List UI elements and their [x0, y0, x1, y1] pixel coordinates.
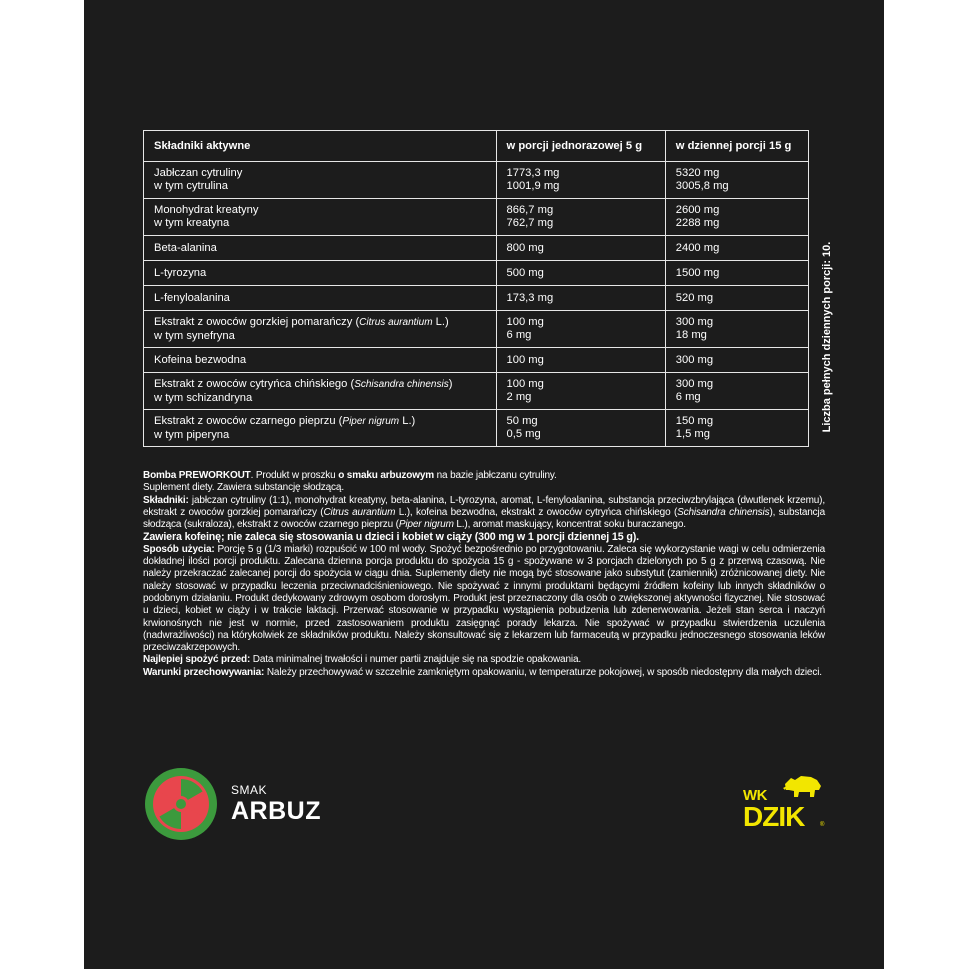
ingredient-name-end: ) [448, 377, 453, 390]
product-description [143, 470, 825, 679]
portion-value: 800 mg [496, 236, 665, 261]
table-row [144, 199, 809, 236]
storage-conditions: Warunki przechowywania: Należy przechowywać w szczelnie zamkniętym opakowaniu, w temperaturze pokojowej, w sposób niedostępny dla małych dzieci. [143, 666, 822, 678]
ingredient-sub: w tym schizandryna [154, 391, 253, 404]
ingredient-name: Kofeina bezwodna [144, 348, 497, 373]
ingredients-list: Składniki: jabłczan cytruliny (1:1), monohydrat kreatyny, beta-alanina, L-tyrozyna, aromat, L-fenyloalanina, substancja przeciwzbrylająca (dwutlenek krzemu), ekstrakt z owoców gorzkiej pomarańczy (Citrus aurantium L.), kofeina bezwodna, ekstrakt z owoców cytryńca chińskiego (Schisandra chinensis), substancja słodząca (sukraloza), ekstrakt z owoców czarnego pieprzu (Piper nigrum L.), aromat maskujący, koncentrat soku buraczanego. [143, 494, 825, 531]
nutrition-table [143, 130, 809, 447]
best-before: Najlepiej spożyć przed: Data minimalnej trwałości i numer partii znajduje się na spodzie opakowania. [143, 654, 581, 666]
ingredient-name-end: L.) [399, 414, 416, 427]
portion-value: 100 mg [506, 316, 544, 329]
table-row [144, 311, 809, 348]
table-row [144, 261, 809, 286]
header-daily-portion: w dziennej porcji 15 g [665, 131, 808, 162]
portion-value: 500 mg [496, 261, 665, 286]
table-row [144, 286, 809, 311]
table-row [144, 410, 809, 447]
brand-logo [743, 770, 828, 836]
daily-sub-value: 18 mg [675, 329, 707, 341]
daily-value: 1500 mg [665, 261, 808, 286]
supplement-note: Suplement diety. Zawiera substancję słodzącą. [143, 482, 344, 494]
ingredient-sub: w tym cytrulina [154, 180, 228, 192]
ingredient-sub: w tym piperyna [154, 428, 230, 441]
daily-value: 5320 mg [675, 167, 720, 180]
portion-sub-value: 0,5 mg [506, 428, 541, 440]
daily-value: 520 mg [665, 286, 808, 311]
ingredient-name: Beta-alanina [144, 236, 497, 261]
portion-value: 100 mg [496, 348, 665, 373]
daily-value: 2400 mg [665, 236, 808, 261]
ingredient-name: Monohydrat kreatyny [154, 204, 259, 217]
flavor-label: SMAK [231, 783, 268, 797]
ingredient-name: Ekstrakt z owoców gorzkiej pomarańczy ( [154, 315, 360, 328]
ingredient-name: Ekstrakt z owoców cytryńca chińskiego ( [154, 377, 355, 390]
portion-sub-value: 762,7 mg [506, 217, 554, 229]
latin-name: Schisandra chinensis [354, 378, 449, 390]
ingredient-sub: w tym kreatyna [154, 217, 230, 229]
portion-value: 50 mg [506, 415, 538, 428]
ingredient-name: L-tyrozyna [144, 261, 497, 286]
daily-sub-value: 3005,8 mg [675, 180, 729, 192]
latin-name: Piper nigrum [342, 415, 400, 427]
portion-sub-value: 2 mg [506, 391, 532, 403]
daily-value: 300 mg [665, 348, 808, 373]
latin-name: Citrus aurantium [359, 316, 433, 328]
daily-value: 2600 mg [675, 204, 720, 217]
usage-instructions: Sposób użycia: Porcję 5 g (1/3 miarki) rozpuścić w 100 ml wody. Spożyć bezpośrednio po przygotowaniu. Zaleca się wykorzystanie wagi w celu odmierzenia dokładnej ilości porcji produktu. Zalecana dzienna porcja produktu do spożycia 15 g - spożywane w 3 porcjach dzielonych po 5 g z przerwą czasową. Nie należy przekraczać zalecanej porcji do spożycia w ciągu dnia. Suplementy diety nie mogą być stosowane jako substytut (zamiennik) zróżnicowanej diety. Nie należy stosować w przypadku leczenia przeciwnadciśnieniowego. Nie spożywać z innymi produktami będącymi źródłem kofeiny lub innych składników o podobnym działaniu. Produkt dedykowany zdrowym osobom dorosłym. Produkt jest przeznaczony dla osób o zwiększonej aktywności fizycznej. Nie stosować u dzieci, kobiet w ciąży i w trakcie laktacji. Przerwać stosowanie w przypadku wystąpienia pobudzenia lub zdenerwowania. Jeżeli stan serca i naczyń krwionośnych nie jest w normie, przed zastosowaniem produktu zasięgnąć porady lekarza. Nie spożywać w przypadku stwierdzenia uczulenia (nadwrażliwości) na którykolwiek ze składników produktu. Należy skonsultować się z lekarzem lub farmaceutą w przypadku jednoczesnego stosowania leków przeciwzakrzepowych. [143, 543, 825, 654]
daily-value: 300 mg [675, 316, 714, 329]
portion-sub-value: 6 mg [506, 329, 532, 341]
portion-value: 173,3 mg [496, 286, 665, 311]
portion-value: 1773,3 mg [506, 167, 560, 180]
portion-sub-value: 1001,9 mg [506, 180, 560, 192]
ingredient-name: L-fenyloalanina [144, 286, 497, 311]
boar-icon [781, 770, 823, 802]
brand-wk: WK [743, 787, 767, 804]
table-row [144, 373, 809, 410]
table-row [144, 348, 809, 373]
caffeine-warning: Zawiera kofeinę; nie zaleca się stosowania u dzieci i kobiet w ciąży (300 mg w 1 porcji dziennej 15 g). [143, 531, 639, 544]
table-row [144, 236, 809, 261]
daily-sub-value: 2288 mg [675, 217, 720, 229]
table-header-row [144, 131, 809, 162]
flavor-name: ARBUZ [231, 797, 321, 825]
ingredient-name-end: L.) [432, 315, 449, 328]
daily-value: 150 mg [675, 415, 714, 428]
watermelon-radiation-icon [145, 768, 217, 840]
portion-value: 866,7 mg [506, 204, 554, 217]
daily-sub-value: 6 mg [675, 391, 701, 403]
registered-mark: ® [820, 822, 825, 828]
servings-count-note: Liczba pełnych dziennych porcji: 10. [821, 241, 833, 433]
ingredient-name: Ekstrakt z owoców czarnego pieprzu ( [154, 414, 343, 427]
brand-dzik: DZIK [743, 801, 805, 832]
daily-value: 300 mg [675, 378, 714, 391]
product-intro: Bomba PREWORKOUT. Produkt w proszku o smaku arbuzowym na bazie jabłczanu cytruliny. [143, 470, 557, 481]
ingredient-name: Jabłczan cytruliny [154, 167, 243, 180]
header-single-portion: w porcji jednorazowej 5 g [496, 131, 665, 162]
table-row [144, 162, 809, 199]
ingredient-sub: w tym synefryna [154, 329, 235, 342]
daily-sub-value: 1,5 mg [675, 428, 710, 440]
portion-value: 100 mg [506, 378, 544, 391]
header-ingredients: Składniki aktywne [144, 131, 497, 162]
